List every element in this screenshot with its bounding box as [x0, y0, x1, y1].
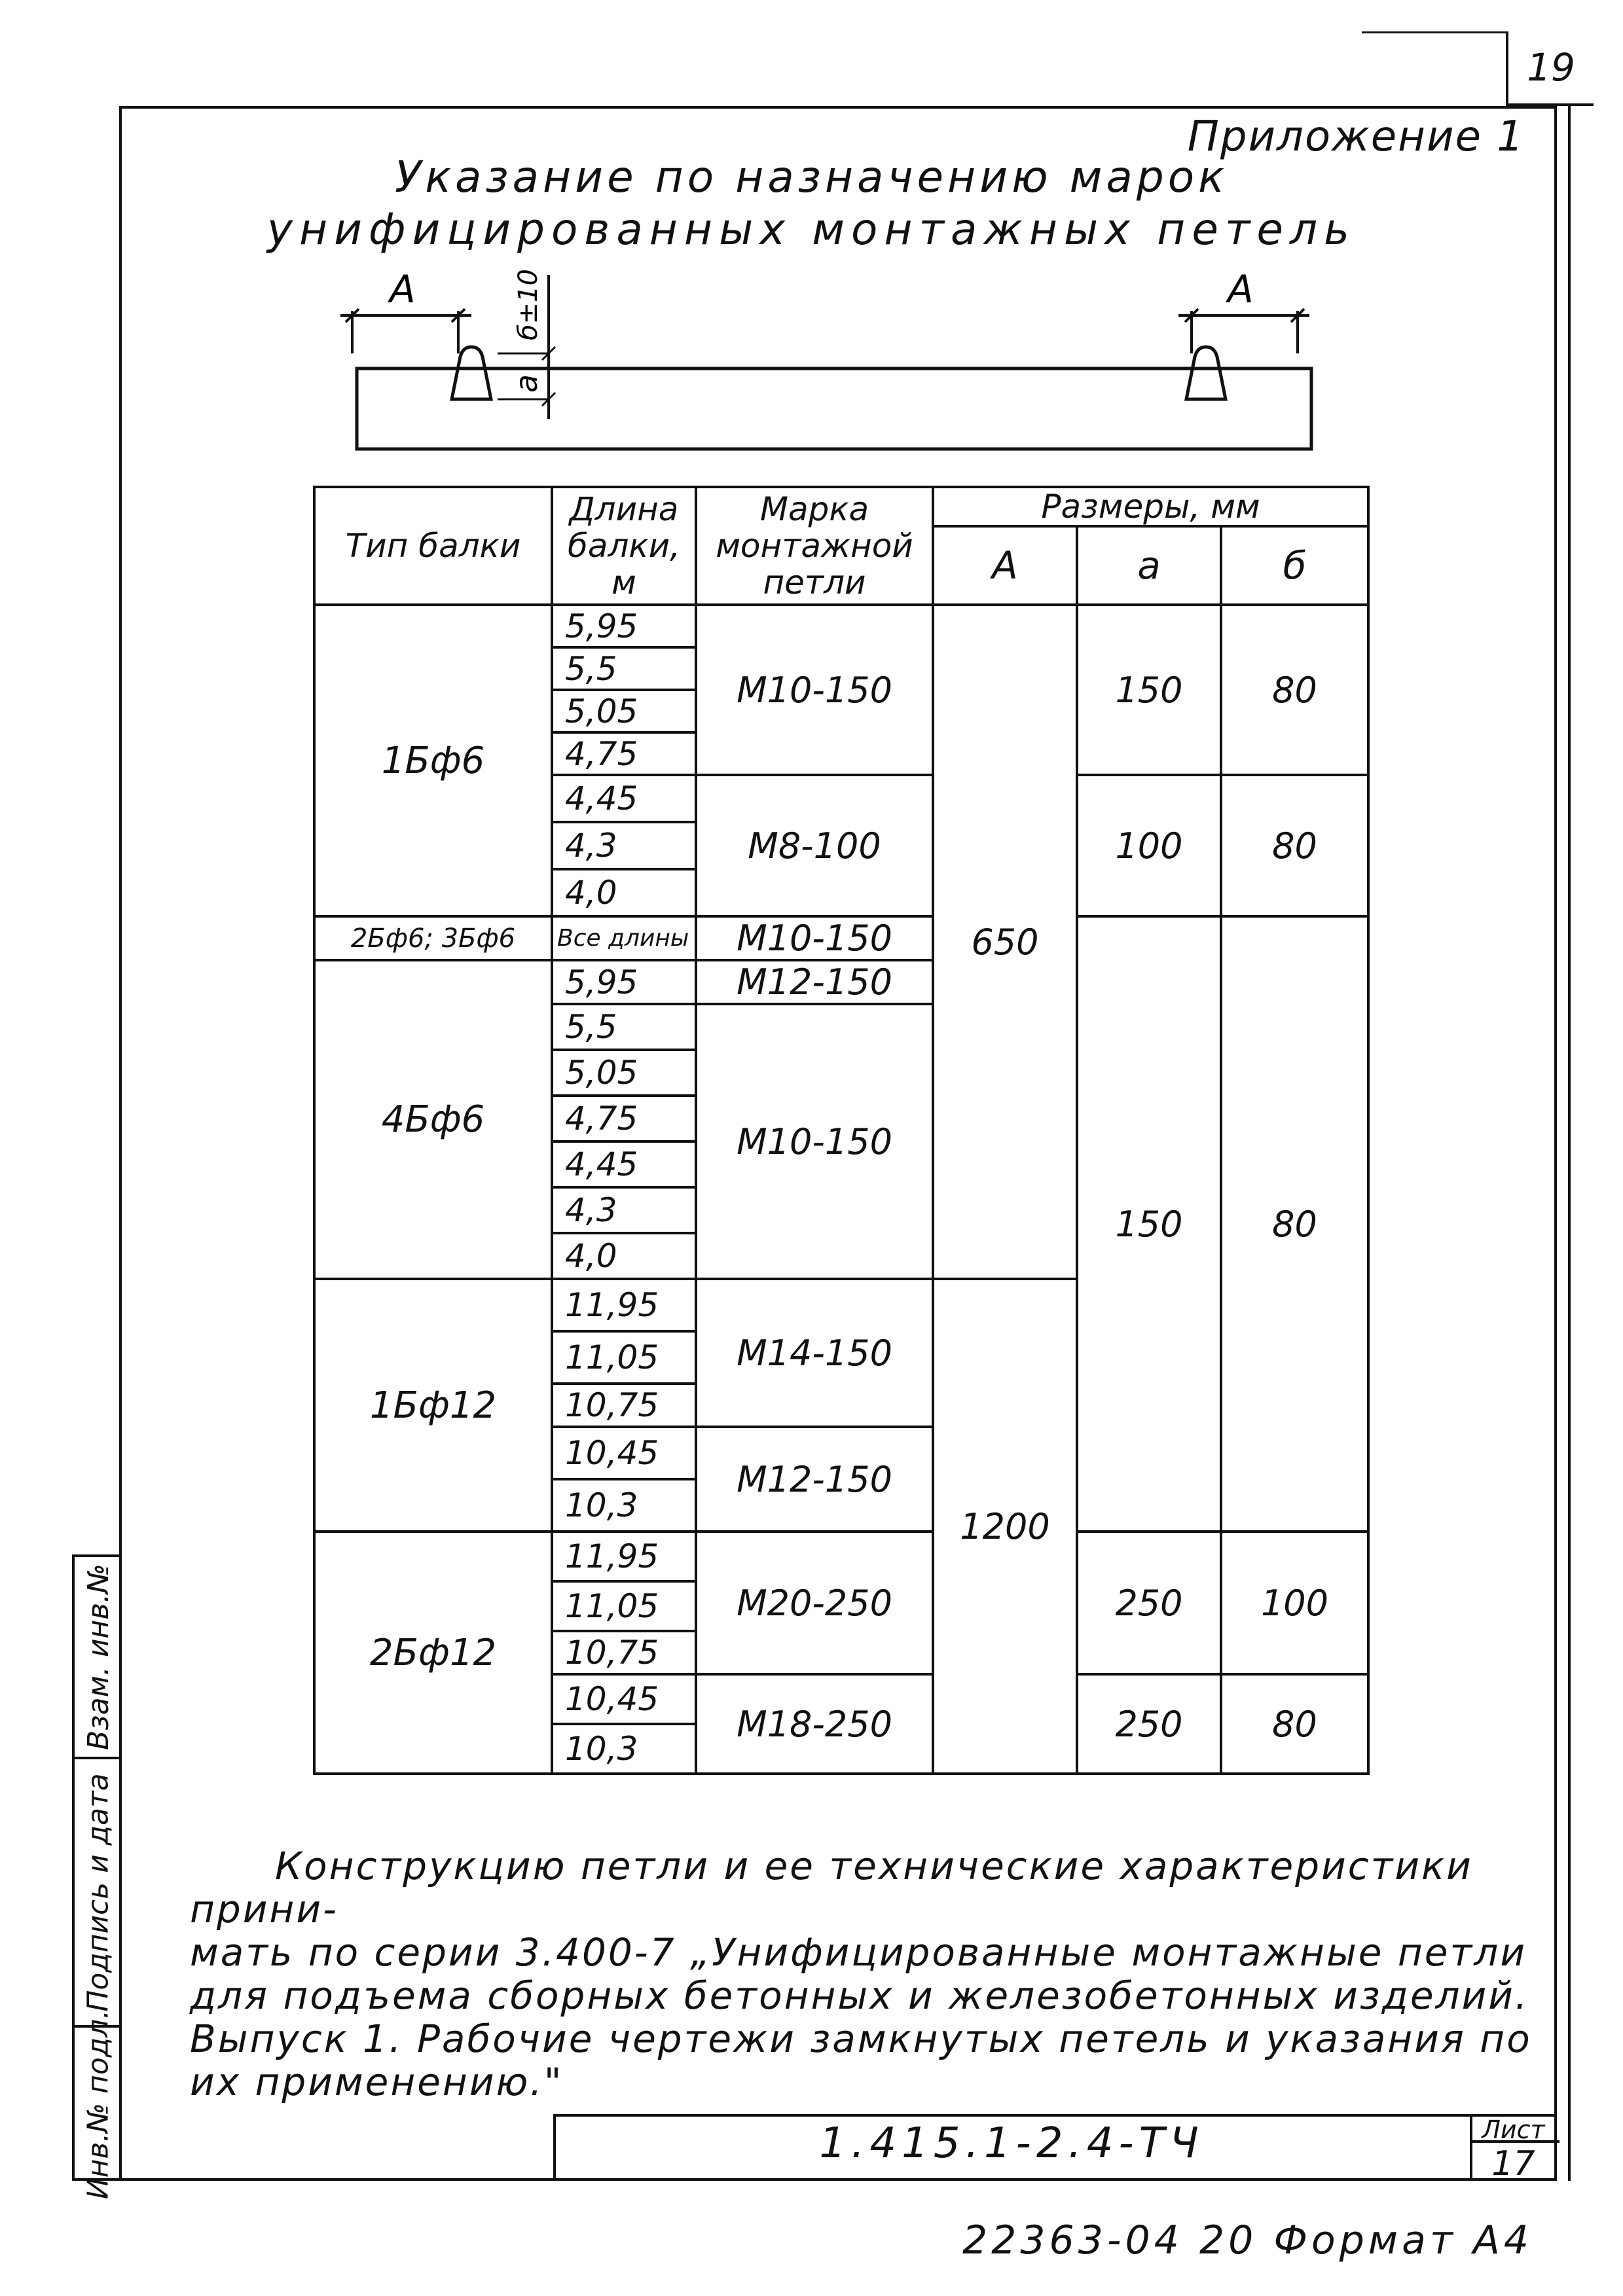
length-cell: 10,3 [552, 1479, 696, 1532]
note-line: мать по серии 3.400-7 „Унифицированные монтажные петли [190, 1930, 1527, 1975]
mark-cell: М14-150 [696, 1279, 933, 1427]
document-code: 1.415.1-2.4-ТЧ [819, 2119, 1204, 2168]
a-cell: 250 [1077, 1674, 1221, 1774]
length-cell: Все длины [552, 916, 696, 960]
length-cell: 10,3 [552, 1724, 696, 1774]
length-cell: 4,75 [552, 732, 696, 775]
length-cell: 5,5 [552, 1004, 696, 1050]
dim-left-label: A [390, 267, 416, 312]
length-cell: 10,75 [552, 1631, 696, 1674]
length-cell: 10,75 [552, 1384, 696, 1427]
length-cell: 4,45 [552, 775, 696, 822]
a-cell: 100 [1077, 775, 1221, 916]
header-mark: Марка монтажной петли [696, 487, 933, 605]
length-cell: 4,0 [552, 869, 696, 916]
length-cell: 4,75 [552, 1096, 696, 1141]
length-cell: 10,45 [552, 1427, 696, 1479]
type-cell: 4Бф6 [314, 960, 552, 1279]
top-rule [1362, 31, 1506, 33]
b-cell: 80 [1221, 605, 1368, 775]
a-cell: 250 [1077, 1532, 1221, 1674]
header-type: Тип балки [314, 487, 552, 605]
mark-cell: М10-150 [696, 1004, 933, 1279]
length-cell: 4,3 [552, 822, 696, 869]
header-b: б [1221, 526, 1368, 605]
mark-cell: М20-250 [696, 1532, 933, 1674]
beam-sketch [340, 262, 1336, 458]
b-cell: 80 [1221, 1674, 1368, 1774]
side-stamp-strip [72, 1554, 119, 2199]
sheet-number: 17 [1491, 2144, 1535, 2183]
mark-cell: М12-150 [696, 1427, 933, 1532]
a-cell: 150 [1077, 605, 1221, 775]
title-line-1: Указание по назначению марок [394, 152, 1229, 202]
type-cell: 2Бф6; 3Бф6 [314, 916, 552, 960]
length-cell: 5,95 [552, 960, 696, 1004]
length-cell: 11,95 [552, 1532, 696, 1581]
length-cell: 11,05 [552, 1331, 696, 1384]
inv-no-label: Инв.№ подл. [81, 2009, 115, 2199]
replace-inv-label: Взам. инв.№ [81, 1564, 115, 1750]
dim-height-label: б±10 [513, 268, 543, 340]
length-cell: 11,95 [552, 1279, 696, 1331]
note-line: Выпуск 1. Рабочие чертежи замкнутых петель и указания по [190, 2017, 1532, 2061]
mark-cell: М10-150 [696, 916, 933, 960]
sheet-label: Лист [1482, 2115, 1545, 2144]
spec-table [313, 486, 1370, 1775]
notes-paragraph [190, 1844, 1532, 2104]
length-cell: 10,45 [552, 1674, 696, 1724]
b-cell: 80 [1221, 775, 1368, 916]
b-cell: 80 [1221, 916, 1368, 1532]
header-sizes: Размеры, мм [933, 487, 1368, 526]
length-cell: 5,05 [552, 690, 696, 732]
a-cell: 150 [1077, 916, 1221, 1532]
length-cell: 4,45 [552, 1141, 696, 1187]
b-cell: 100 [1221, 1532, 1368, 1674]
sign-date-label: Подпись и дата [81, 1772, 115, 2012]
length-cell: 5,5 [552, 647, 696, 690]
mark-cell: М18-250 [696, 1674, 933, 1774]
right-margin-line [1568, 106, 1571, 2181]
note-line: Конструкцию петли и ее технические характеристики прини- [190, 1844, 1473, 1931]
corner-sheet-number: 19 [1527, 45, 1575, 90]
title-line-2: унифицированных монтажных петель [266, 204, 1357, 255]
A-cell: 1200 [933, 1279, 1077, 1774]
spec-table-wrap [313, 486, 1370, 1775]
appendix-label: Приложение 1 [1187, 113, 1525, 161]
mark-cell: М10-150 [696, 605, 933, 775]
length-cell: 4,3 [552, 1187, 696, 1233]
footer-format: 22363-04 20 Формат А4 [962, 2217, 1533, 2263]
length-cell: 5,95 [552, 605, 696, 647]
length-cell: 5,05 [552, 1050, 696, 1096]
length-cell: 4,0 [552, 1233, 696, 1279]
type-cell: 1Бф6 [314, 605, 552, 916]
note-line: их применению." [190, 2060, 564, 2104]
mark-cell: М8-100 [696, 775, 933, 916]
header-length: Длина балки, м [552, 487, 696, 605]
beam-body [357, 368, 1311, 449]
type-cell: 1Бф12 [314, 1279, 552, 1532]
corner-sheet-box [1506, 31, 1594, 106]
right-loop-icon [1186, 347, 1226, 399]
mark-cell: М12-150 [696, 960, 933, 1004]
length-cell: 11,05 [552, 1581, 696, 1631]
note-line: для подъема сборных бетонных и железобетонных изделий. [190, 1973, 1529, 2018]
header-A: А [933, 526, 1077, 605]
A-cell: 650 [933, 605, 1077, 1279]
dim-a-label: a [509, 374, 544, 393]
type-cell: 2Бф12 [314, 1532, 552, 1774]
header-a: a [1077, 526, 1221, 605]
left-loop-icon [452, 347, 491, 399]
dim-right-label: A [1228, 267, 1254, 312]
